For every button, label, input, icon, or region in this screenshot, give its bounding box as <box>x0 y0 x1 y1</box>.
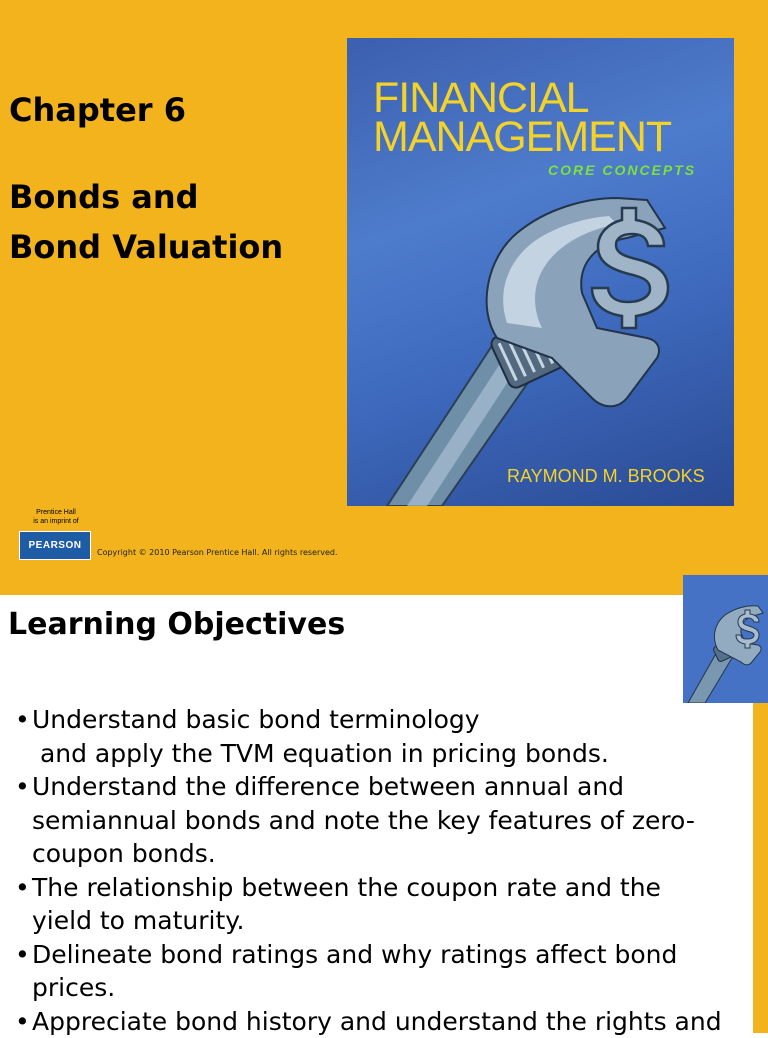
list-item <box>15 703 750 770</box>
chapter-title <box>9 172 283 272</box>
chapter-label: Chapter 6 <box>9 91 186 129</box>
objective-line: prices. <box>32 971 750 1005</box>
chapter-title-line2: Bond Valuation <box>9 222 283 272</box>
objective-line: semiannual bonds and note the key features of zero- <box>32 804 750 838</box>
slide-heading: Learning Objectives <box>8 607 345 642</box>
chapter-title-line1: Bonds and <box>9 172 283 222</box>
objective-line: coupon bonds. <box>32 837 750 871</box>
cover-title-line1: FINANCIAL <box>373 74 589 123</box>
cover-thumbnail <box>683 575 768 703</box>
list-item <box>15 1005 750 1038</box>
cover-author: RAYMOND M. BROOKS <box>507 466 705 487</box>
objective-line: • The relationship between the coupon rate and the <box>32 871 750 905</box>
book-cover <box>347 38 734 506</box>
copyright-notice: Copyright © 2010 Pearson Prentice Hall. All rights reserved. <box>97 548 338 557</box>
objective-line: • Understand the difference between annual and <box>32 770 750 804</box>
list-item <box>15 938 750 1005</box>
accent-bar <box>753 703 768 1033</box>
wrench-dollar-icon <box>683 575 768 703</box>
objective-line: • Understand basic bond terminology <box>32 703 750 737</box>
prentice-hall-imprint <box>28 508 84 526</box>
imprint-line1: Prentice Hall <box>28 508 84 517</box>
objective-line: • Appreciate bond history and understand the rights and <box>32 1005 750 1038</box>
list-item <box>15 770 750 871</box>
cover-title-line2: MANAGEMENT <box>373 113 671 162</box>
objective-line: and apply the TVM equation in pricing bonds. <box>32 737 750 771</box>
cover-subtitle: CORE CONCEPTS <box>548 162 696 178</box>
pearson-logo: PEARSON <box>19 531 91 560</box>
objective-line: • Delineate bond ratings and why ratings affect bond <box>32 938 750 972</box>
imprint-line2: is an imprint of <box>28 517 84 526</box>
objective-line: yield to maturity. <box>32 904 750 938</box>
objectives-list <box>15 703 750 1038</box>
learning-objectives-slide <box>0 595 768 1024</box>
list-item <box>15 871 750 938</box>
